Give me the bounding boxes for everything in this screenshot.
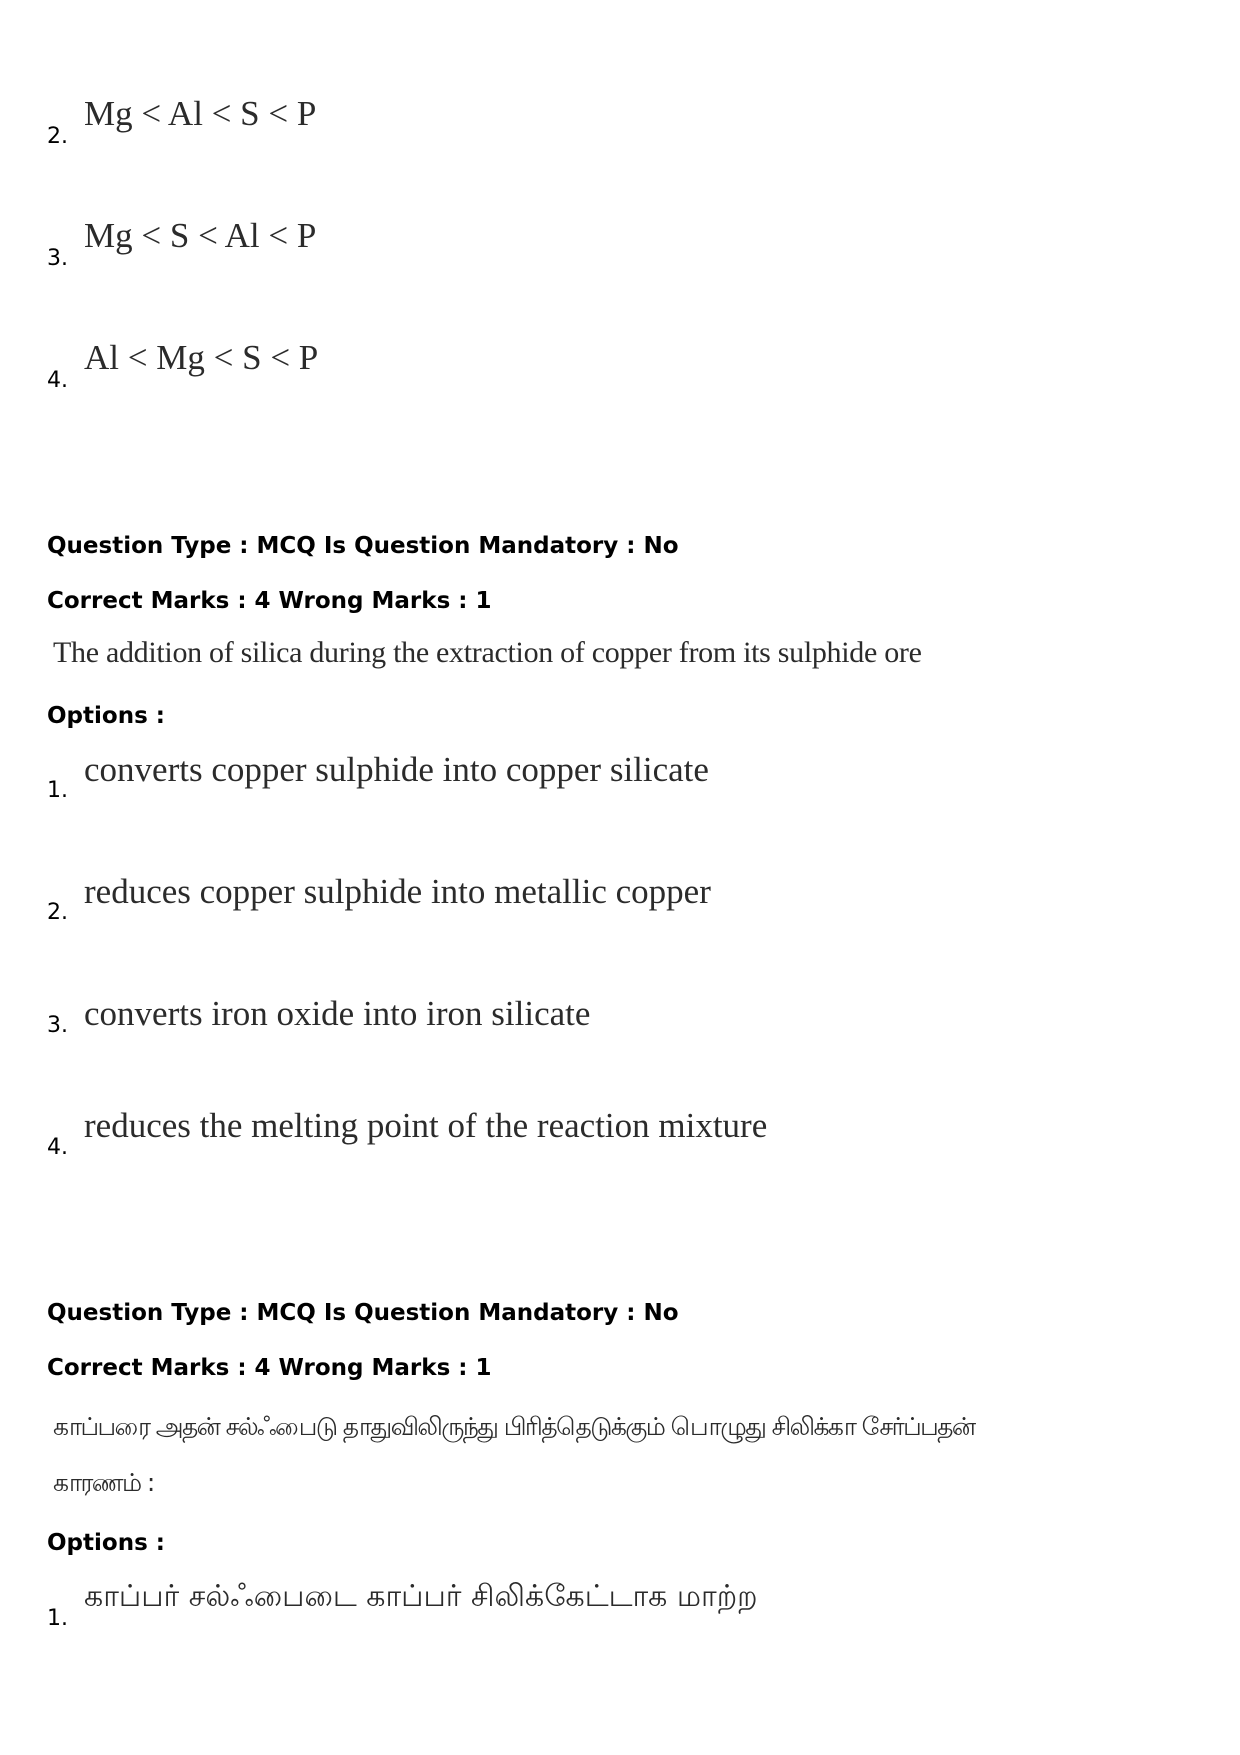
option-text: காப்பர் சல்ஃபைடை காப்பர் சிலிக்கேட்டாக மாற்ற: [84, 1579, 758, 1614]
option-text: Al < Mg < S < P: [84, 338, 319, 377]
option-number: 4.: [47, 1135, 68, 1160]
marks-line: Correct Marks : 4 Wrong Marks : 1: [47, 588, 492, 614]
options-label: Options :: [47, 703, 165, 729]
option-text: converts copper sulphide into copper silicate: [84, 750, 709, 789]
options-label: Options :: [47, 1530, 165, 1556]
question-type-line: Question Type : MCQ Is Question Mandatory : No: [47, 533, 679, 559]
option-text: reduces the melting point of the reaction mixture: [84, 1106, 768, 1145]
option-number: 1.: [47, 1606, 68, 1631]
option-number: 2.: [47, 900, 68, 925]
option-number: 1.: [47, 778, 68, 803]
question-text-line-1: காப்பரை அதன் சல்ஃபைடு தாதுவிலிருந்து பிரித்தெடுக்கும் பொழுது சிலிக்கா சேர்ப்பதன்: [53, 1412, 975, 1441]
question-type-line: Question Type : MCQ Is Question Mandatory : No: [47, 1300, 679, 1326]
option-number: 2.: [47, 124, 68, 149]
option-text: Mg < Al < S < P: [84, 94, 317, 133]
option-number: 4.: [47, 368, 68, 393]
option-text: converts iron oxide into iron silicate: [84, 994, 591, 1033]
question-text: The addition of silica during the extraction of copper from its sulphide ore: [53, 636, 922, 669]
question-text-line-2: காரணம் :: [53, 1468, 154, 1497]
marks-line: Correct Marks : 4 Wrong Marks : 1: [47, 1355, 492, 1381]
option-number: 3.: [47, 1013, 68, 1038]
option-text: reduces copper sulphide into metallic copper: [84, 872, 711, 911]
option-text: Mg < S < Al < P: [84, 216, 317, 255]
option-number: 3.: [47, 246, 68, 271]
